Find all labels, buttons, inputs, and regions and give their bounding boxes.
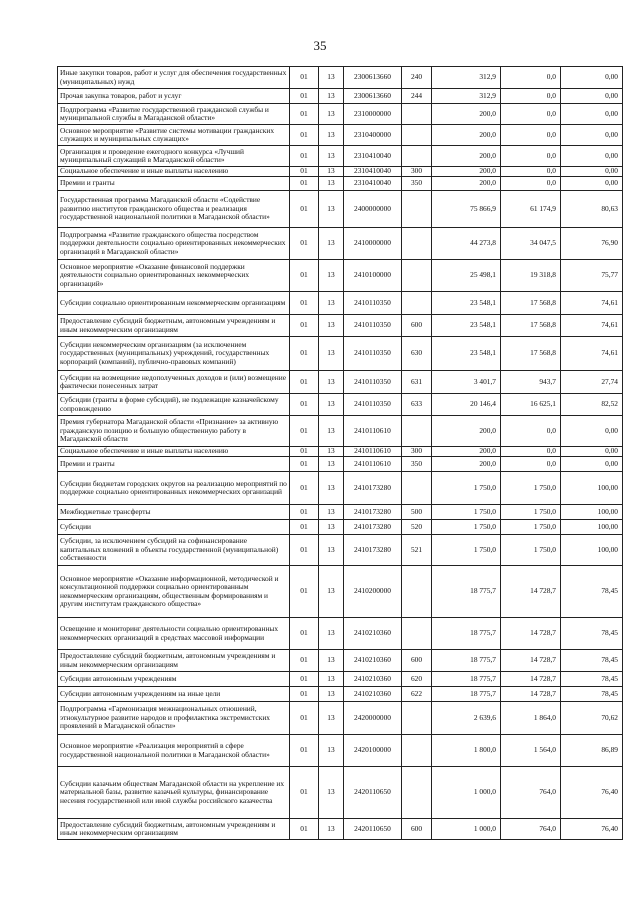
row-expense-type: 244: [402, 89, 432, 104]
row-section: 01: [290, 702, 319, 735]
row-percent: 76,40: [561, 819, 623, 840]
row-subsection: 13: [319, 146, 344, 167]
row-expense-type: [402, 191, 432, 228]
row-subsection: 13: [319, 167, 344, 177]
row-target-article: 2300613660: [344, 67, 402, 89]
row-name: Межбюджетные трансферты: [58, 505, 290, 520]
row-plan: 1 750,0: [432, 535, 501, 566]
row-subsection: 13: [319, 447, 344, 457]
row-section: 01: [290, 167, 319, 177]
row-fact: 17 568,8: [501, 315, 561, 337]
row-subsection: 13: [319, 191, 344, 228]
row-subsection: 13: [319, 260, 344, 292]
row-section: 01: [290, 371, 319, 394]
table-row: [58, 472, 623, 505]
row-target-article: 2310410040: [344, 146, 402, 167]
row-subsection: 13: [319, 394, 344, 416]
row-target-article: 2410110610: [344, 457, 402, 472]
table-row: [58, 315, 623, 337]
row-plan: 1 800,0: [432, 735, 501, 767]
row-name: Предоставление субсидий бюджетным, автономным учреждениям и иным некоммерческим организациям: [58, 819, 290, 840]
row-percent: 78,45: [561, 618, 623, 650]
row-subsection: 13: [319, 472, 344, 505]
row-target-article: 2410110350: [344, 371, 402, 394]
table-row: [58, 767, 623, 819]
row-plan: 1 000,0: [432, 819, 501, 840]
row-name: Подпрограмма «Гармонизация межнациональных отношений, этнокультурное развитие народов и профилактика экстремистских проявлений в Магаданской области»: [58, 702, 290, 735]
row-fact: 0,0: [501, 457, 561, 472]
row-target-article: 2410000000: [344, 228, 402, 260]
row-plan: 200,0: [432, 125, 501, 146]
row-percent: 76,90: [561, 228, 623, 260]
table-row: [58, 505, 623, 520]
row-subsection: 13: [319, 520, 344, 535]
row-percent: 0,00: [561, 177, 623, 191]
row-fact: 0,0: [501, 67, 561, 89]
row-percent: 75,77: [561, 260, 623, 292]
row-section: 01: [290, 67, 319, 89]
row-percent: 86,89: [561, 735, 623, 767]
row-name: Основное мероприятие «Оказание финансовой поддержки деятельности социально ориентированных некоммерческих организаций»: [58, 260, 290, 292]
row-name: Иные закупки товаров, работ и услуг для обеспечения государственных (муниципальных) нужд: [58, 67, 290, 89]
row-plan: 18 775,7: [432, 650, 501, 672]
row-target-article: 2410173280: [344, 505, 402, 520]
row-name: Премии и гранты: [58, 457, 290, 472]
row-expense-type: [402, 228, 432, 260]
row-fact: 19 318,8: [501, 260, 561, 292]
row-subsection: 13: [319, 505, 344, 520]
row-plan: 2 639,6: [432, 702, 501, 735]
row-fact: 943,7: [501, 371, 561, 394]
row-target-article: 2410110610: [344, 416, 402, 447]
row-fact: 764,0: [501, 819, 561, 840]
row-name: Социальное обеспечение и иные выплаты населению: [58, 167, 290, 177]
row-expense-type: [402, 618, 432, 650]
row-percent: 0,00: [561, 146, 623, 167]
row-percent: 78,45: [561, 650, 623, 672]
row-plan: 23 548,1: [432, 315, 501, 337]
row-fact: 0,0: [501, 447, 561, 457]
row-fact: 0,0: [501, 125, 561, 146]
row-plan: 200,0: [432, 146, 501, 167]
row-target-article: 2310400000: [344, 125, 402, 146]
table-row: [58, 292, 623, 315]
row-percent: 0,00: [561, 67, 623, 89]
row-name: Подпрограмма «Развитие гражданского общества посредством поддержки деятельности социально ориентированных некоммерческих организаций в Магаданской области»: [58, 228, 290, 260]
row-section: 01: [290, 472, 319, 505]
row-fact: 0,0: [501, 167, 561, 177]
row-percent: 100,00: [561, 535, 623, 566]
row-name: Освещение и мониторинг деятельности социально ориентированных некоммерческих организаций в средствах массовой информации: [58, 618, 290, 650]
row-target-article: 2300613660: [344, 89, 402, 104]
row-fact: 34 047,5: [501, 228, 561, 260]
row-plan: 3 401,7: [432, 371, 501, 394]
row-target-article: 2420100000: [344, 735, 402, 767]
row-subsection: 13: [319, 618, 344, 650]
row-plan: 200,0: [432, 457, 501, 472]
row-expense-type: 600: [402, 819, 432, 840]
table-row: [58, 618, 623, 650]
row-expense-type: [402, 566, 432, 618]
row-name: Предоставление субсидий бюджетным, автономным учреждениям и иным некоммерческим организациям: [58, 650, 290, 672]
table-row: [58, 535, 623, 566]
row-percent: 100,00: [561, 520, 623, 535]
row-plan: 312,9: [432, 67, 501, 89]
row-subsection: 13: [319, 337, 344, 371]
row-section: 01: [290, 447, 319, 457]
row-section: 01: [290, 89, 319, 104]
row-target-article: 2410173280: [344, 520, 402, 535]
row-fact: 16 625,1: [501, 394, 561, 416]
row-target-article: 2410110350: [344, 337, 402, 371]
row-name: Субсидии, за исключением субсидий на софинансирование капитальных вложений в объекты государственной (муниципальной) собственности: [58, 535, 290, 566]
row-plan: 18 775,7: [432, 618, 501, 650]
row-percent: 74,61: [561, 315, 623, 337]
row-plan: 44 273,8: [432, 228, 501, 260]
row-section: 01: [290, 650, 319, 672]
table-row: [58, 416, 623, 447]
table-row: [58, 457, 623, 472]
row-expense-type: 240: [402, 67, 432, 89]
row-percent: 78,45: [561, 672, 623, 687]
row-expense-type: [402, 260, 432, 292]
table-row: [58, 260, 623, 292]
row-name: Социальное обеспечение и иные выплаты населению: [58, 447, 290, 457]
row-target-article: 2410110610: [344, 447, 402, 457]
table-row: [58, 447, 623, 457]
row-fact: 17 568,8: [501, 337, 561, 371]
row-percent: 78,45: [561, 687, 623, 702]
row-plan: 20 146,4: [432, 394, 501, 416]
row-fact: 1 750,0: [501, 505, 561, 520]
row-expense-type: [402, 292, 432, 315]
row-expense-type: 620: [402, 672, 432, 687]
row-name: Основное мероприятие «Развитие системы мотивации гражданских служащих и муниципальных служащих»: [58, 125, 290, 146]
row-section: 01: [290, 566, 319, 618]
row-fact: 0,0: [501, 146, 561, 167]
row-section: 01: [290, 125, 319, 146]
row-name: Подпрограмма «Развитие государственной гражданской службы и муниципальной службы в Магаданской области»: [58, 104, 290, 125]
row-name: Субсидии бюджетам городских округов на реализацию мероприятий по поддержке социально ориентированных некоммерческих организаций: [58, 472, 290, 505]
row-target-article: 2410210360: [344, 618, 402, 650]
row-expense-type: [402, 104, 432, 125]
row-name: Субсидии: [58, 520, 290, 535]
table-row: [58, 67, 623, 89]
row-target-article: 2420110650: [344, 819, 402, 840]
row-subsection: 13: [319, 67, 344, 89]
row-target-article: 2410110350: [344, 315, 402, 337]
row-subsection: 13: [319, 819, 344, 840]
row-percent: 80,63: [561, 191, 623, 228]
row-percent: 0,00: [561, 416, 623, 447]
row-section: 01: [290, 228, 319, 260]
row-plan: 312,9: [432, 89, 501, 104]
row-plan: 18 775,7: [432, 672, 501, 687]
row-percent: 0,00: [561, 447, 623, 457]
row-fact: 0,0: [501, 104, 561, 125]
row-expense-type: 300: [402, 167, 432, 177]
row-plan: 1 750,0: [432, 520, 501, 535]
row-name: Прочая закупка товаров, работ и услуг: [58, 89, 290, 104]
row-plan: 200,0: [432, 447, 501, 457]
row-subsection: 13: [319, 767, 344, 819]
row-subsection: 13: [319, 535, 344, 566]
row-expense-type: [402, 735, 432, 767]
row-percent: 100,00: [561, 472, 623, 505]
row-subsection: 13: [319, 672, 344, 687]
row-expense-type: 521: [402, 535, 432, 566]
row-subsection: 13: [319, 687, 344, 702]
table-row: [58, 735, 623, 767]
row-name: Субсидии (гранты в форме субсидий), не подлежащие казначейскому сопровождению: [58, 394, 290, 416]
table-row: [58, 228, 623, 260]
row-plan: 23 548,1: [432, 337, 501, 371]
row-expense-type: 630: [402, 337, 432, 371]
row-subsection: 13: [319, 735, 344, 767]
row-expense-type: [402, 472, 432, 505]
row-target-article: 2410173280: [344, 472, 402, 505]
row-fact: 1 750,0: [501, 535, 561, 566]
row-fact: 14 728,7: [501, 650, 561, 672]
row-percent: 0,00: [561, 167, 623, 177]
row-subsection: 13: [319, 650, 344, 672]
row-expense-type: 300: [402, 447, 432, 457]
table-row: [58, 191, 623, 228]
row-target-article: 2410210360: [344, 687, 402, 702]
row-subsection: 13: [319, 292, 344, 315]
row-section: 01: [290, 337, 319, 371]
table-row: [58, 89, 623, 104]
table-row: [58, 650, 623, 672]
table-row: [58, 146, 623, 167]
row-plan: 1 000,0: [432, 767, 501, 819]
row-target-article: 2410100000: [344, 260, 402, 292]
row-section: 01: [290, 535, 319, 566]
table-row: [58, 177, 623, 191]
row-name: Субсидии на возмещение недополученных доходов и (или) возмещение фактически понесенных затрат: [58, 371, 290, 394]
row-section: 01: [290, 177, 319, 191]
budget-table: [57, 66, 623, 840]
row-subsection: 13: [319, 416, 344, 447]
table-row: [58, 819, 623, 840]
table-row: [58, 125, 623, 146]
row-plan: 18 775,7: [432, 687, 501, 702]
row-expense-type: 631: [402, 371, 432, 394]
row-target-article: 2310000000: [344, 104, 402, 125]
row-expense-type: 600: [402, 650, 432, 672]
row-expense-type: 622: [402, 687, 432, 702]
row-expense-type: [402, 702, 432, 735]
row-plan: 75 866,9: [432, 191, 501, 228]
row-target-article: 2410110350: [344, 292, 402, 315]
row-subsection: 13: [319, 371, 344, 394]
row-target-article: 2420110650: [344, 767, 402, 819]
row-section: 01: [290, 260, 319, 292]
row-fact: 1 864,0: [501, 702, 561, 735]
row-target-article: 2410110350: [344, 394, 402, 416]
row-name: Премии и гранты: [58, 177, 290, 191]
row-name: Основное мероприятие «Оказание информационной, методической и консультационной поддержки социально ориентированным некоммерческим организациям, общественным формированиям и другим институтам гражданского общества»: [58, 566, 290, 618]
row-section: 01: [290, 416, 319, 447]
row-expense-type: [402, 416, 432, 447]
row-expense-type: 520: [402, 520, 432, 535]
row-target-article: 2410210360: [344, 672, 402, 687]
table-row: [58, 702, 623, 735]
row-section: 01: [290, 687, 319, 702]
row-target-article: 2410173280: [344, 535, 402, 566]
row-expense-type: 350: [402, 177, 432, 191]
row-plan: 18 775,7: [432, 566, 501, 618]
row-name: Предоставление субсидий бюджетным, автономным учреждениям и иным некоммерческим организациям: [58, 315, 290, 337]
table-row: [58, 672, 623, 687]
row-name: Субсидии автономным учреждениям: [58, 672, 290, 687]
row-percent: 0,00: [561, 104, 623, 125]
row-subsection: 13: [319, 566, 344, 618]
row-subsection: 13: [319, 125, 344, 146]
row-target-article: 2410210360: [344, 650, 402, 672]
row-fact: 61 174,9: [501, 191, 561, 228]
row-section: 01: [290, 104, 319, 125]
table-row: [58, 687, 623, 702]
table-row: [58, 394, 623, 416]
row-section: 01: [290, 520, 319, 535]
row-percent: 27,74: [561, 371, 623, 394]
row-expense-type: [402, 146, 432, 167]
row-expense-type: 600: [402, 315, 432, 337]
row-percent: 0,00: [561, 89, 623, 104]
table-row: [58, 371, 623, 394]
row-section: 01: [290, 767, 319, 819]
row-plan: 1 750,0: [432, 472, 501, 505]
row-fact: 14 728,7: [501, 618, 561, 650]
row-target-article: 2310410040: [344, 167, 402, 177]
row-target-article: 2410200000: [344, 566, 402, 618]
row-fact: 1 750,0: [501, 520, 561, 535]
row-percent: 74,61: [561, 292, 623, 315]
row-fact: 0,0: [501, 416, 561, 447]
row-section: 01: [290, 315, 319, 337]
row-fact: 14 728,7: [501, 566, 561, 618]
row-section: 01: [290, 457, 319, 472]
row-name: Субсидии автономным учреждениям на иные цели: [58, 687, 290, 702]
row-fact: 764,0: [501, 767, 561, 819]
row-subsection: 13: [319, 177, 344, 191]
row-subsection: 13: [319, 315, 344, 337]
row-section: 01: [290, 505, 319, 520]
row-plan: 200,0: [432, 177, 501, 191]
row-target-article: 2420000000: [344, 702, 402, 735]
row-percent: 78,45: [561, 566, 623, 618]
row-subsection: 13: [319, 457, 344, 472]
row-plan: 23 548,1: [432, 292, 501, 315]
row-name: Основное мероприятие «Реализация мероприятий в сфере государственной национальной политики в Магаданской области»: [58, 735, 290, 767]
row-expense-type: [402, 767, 432, 819]
row-fact: 14 728,7: [501, 672, 561, 687]
row-percent: 82,52: [561, 394, 623, 416]
row-target-article: 2310410040: [344, 177, 402, 191]
row-name: Субсидии социально ориентированным некоммерческим организациям: [58, 292, 290, 315]
row-fact: 0,0: [501, 177, 561, 191]
row-section: 01: [290, 672, 319, 687]
row-subsection: 13: [319, 702, 344, 735]
row-fact: 0,0: [501, 89, 561, 104]
row-percent: 74,61: [561, 337, 623, 371]
row-section: 01: [290, 618, 319, 650]
row-expense-type: 500: [402, 505, 432, 520]
row-percent: 70,62: [561, 702, 623, 735]
table-row: [58, 167, 623, 177]
row-fact: 14 728,7: [501, 687, 561, 702]
row-section: 01: [290, 394, 319, 416]
row-section: 01: [290, 146, 319, 167]
row-percent: 76,40: [561, 767, 623, 819]
row-subsection: 13: [319, 89, 344, 104]
table-row: [58, 104, 623, 125]
table-row: [58, 337, 623, 371]
row-fact: 1 564,0: [501, 735, 561, 767]
row-name: Организация и проведение ежегодного конкурса «Лучший муниципальный служащий в Магаданской области»: [58, 146, 290, 167]
row-expense-type: [402, 125, 432, 146]
row-plan: 25 498,1: [432, 260, 501, 292]
row-target-article: 2400000000: [344, 191, 402, 228]
row-name: Премия губернатора Магаданской области «Признание» за активную гражданскую позицию и большую общественную работу в Магаданской области: [58, 416, 290, 447]
row-percent: 0,00: [561, 457, 623, 472]
row-plan: 200,0: [432, 104, 501, 125]
row-expense-type: 350: [402, 457, 432, 472]
row-section: 01: [290, 292, 319, 315]
row-percent: 100,00: [561, 505, 623, 520]
row-section: 01: [290, 191, 319, 228]
row-plan: 1 750,0: [432, 505, 501, 520]
row-section: 01: [290, 819, 319, 840]
page-number: 35: [313, 38, 327, 53]
table-row: [58, 566, 623, 618]
row-fact: 17 568,8: [501, 292, 561, 315]
row-subsection: 13: [319, 228, 344, 260]
row-name: Государственная программа Магаданской области «Содействие развитию институтов гражданского общества и реализация государственной национальной политики в Магаданской области»: [58, 191, 290, 228]
row-name: Субсидии казачьим обществам Магаданской области на укрепление их материальной базы, развитие казачьей культуры, финансирование несения государственной или иной службы российского казачества: [58, 767, 290, 819]
row-expense-type: 633: [402, 394, 432, 416]
row-percent: 0,00: [561, 125, 623, 146]
row-plan: 200,0: [432, 416, 501, 447]
row-name: Субсидии некоммерческим организациям (за исключением государственных (муниципальных) учреждений, государственных корпораций (компаний), публично-правовых компаний): [58, 337, 290, 371]
row-section: 01: [290, 735, 319, 767]
table-row: [58, 520, 623, 535]
row-subsection: 13: [319, 104, 344, 125]
row-fact: 1 750,0: [501, 472, 561, 505]
row-plan: 200,0: [432, 167, 501, 177]
